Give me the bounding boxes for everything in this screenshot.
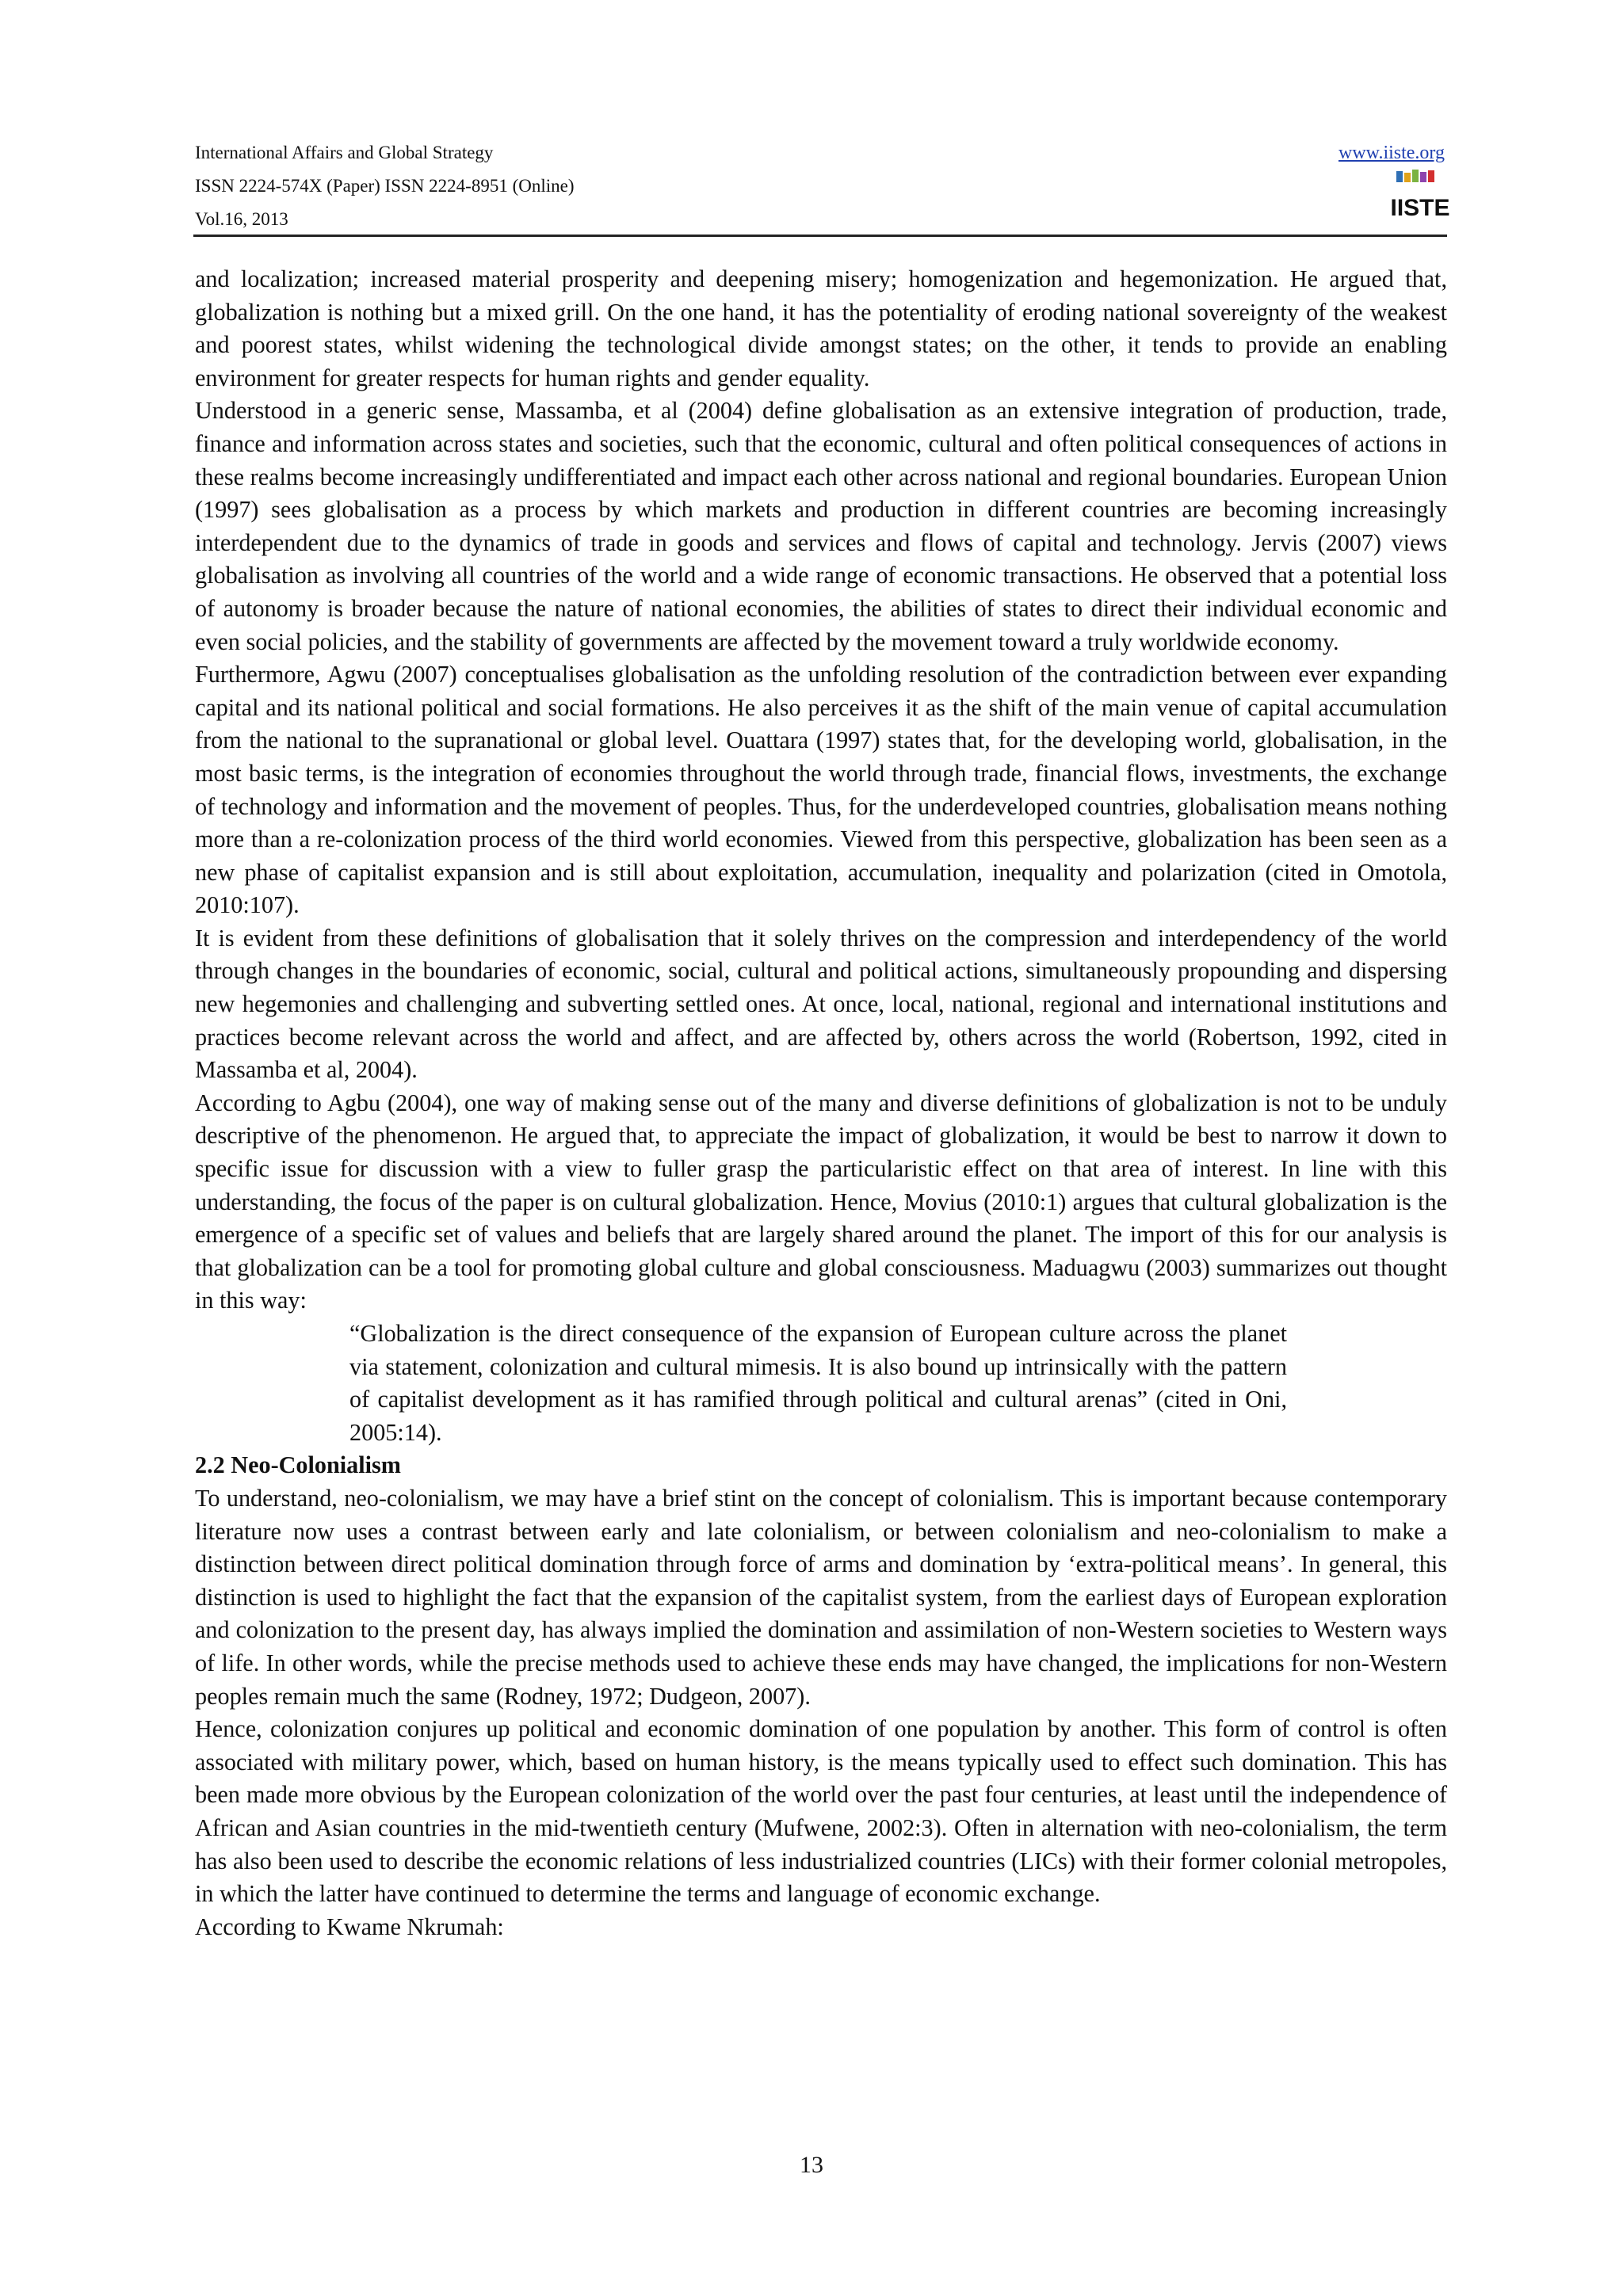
section-heading: 2.2 Neo-Colonialism [195,1451,401,1479]
body-paragraph: Furthermore, Agwu (2007) conceptualises globalisation as the unfolding resolution of the contradiction between ever expanding capital and its national political and social formations. He also perceives it as the shift of the main venue of capital accumulation from the national to the supranational or global level. Ouattara (1997) states that, for the developing world, globalisation, in the most basic terms, is the integration of economies throughout the world through trade, financial flows, investments, the exchange of technology and information and the movement of peoples. Thus, for the underdeveloped countries, globalisation means nothing more than a re-colonization process of the third world economies. Viewed from this perspective, globalization has been seen as a new phase of capitalist expansion and is still about exploitation, accumulation, inequality and polarization (cited in Omotola, 2010:107). [195,661,1447,919]
iiste-logo [1390,168,1450,225]
header-divider [193,235,1447,237]
body-paragraph: According to Kwame Nkrumah: [195,1913,504,1940]
article-body [195,263,1447,1943]
body-paragraph: Hence, colonization conjures up political and economic domination of one population by another. This form of control is often associated with military power, which, based on human history, is the means typically used to effect such domination. This has been made more obvious by the European colonization of the world over the past four centuries, at least until the independence of African and Asian countries in the mid-twentieth century (Mufwene, 2002:3). Often in alternation with neo-colonialism, the term has also been used to describe the economic relations of less industrialized countries (LICs) with their former colonial metropoles, in which the latter have continued to determine the terms and language of economic exchange. [195,1715,1447,1908]
logo-text: IISTE [1390,195,1450,221]
block-quote: “Globalization is the direct consequence of the expansion of European culture across the planet via statement, colonization and cultural mimesis. It is also bound up intrinsically with the pattern of capitalist development as it has ramified through political and cultural arenas” (cited in Oni, 2005:14). [349,1320,1287,1446]
page-number: 13 [800,2152,823,2178]
body-paragraph: According to Agbu (2004), one way of making sense out of the many and diverse definitions of globalization is not to be unduly descriptive of the phenomenon. He argued that, to appreciate the impact of globalization, it would be best to narrow it down to specific issue for discussion with a view to fuller grasp the particularistic effect on that area of interest. In line with this understanding, the focus of the paper is on cultural globalization. Hence, Movius (2010:1) argues that cultural globalization is the emergence of a specific set of values and beliefs that are largely shared around the planet. The import of this for our analysis is that globalization can be a tool for promoting global culture and global consciousness. Maduagwu (2003) summarizes out thought in this way: [195,1089,1447,1314]
body-paragraph: and localization; increased material prosperity and deepening misery; homogenization and hegemonization. He argued that, globalization is nothing but a mixed grill. On the one hand, it has the potentiality of eroding national sovereignty of the weakest and poorest states, whilst widening the technological divide amongst states; on the other, it tends to provide an enabling environment for greater respects for human rights and gender equality. [195,265,1447,391]
journal-volume: Vol.16, 2013 [195,209,288,229]
body-paragraph: Understood in a generic sense, Massamba, et al (2004) define globalisation as an extensive integration of production, trade, finance and information across states and societies, such that the economic, cultural and often political consequences of actions in these realms become increasingly undifferentiated and impact each other across national and regional boundaries. European Union (1997) sees globalisation as a process by which markets and production in different countries are becoming increasingly interdependent due to the dynamics of trade in goods and services and flows of capital and technology. Jervis (2007) views globalisation as involving all countries of the world and a wide range of economic transactions. He observed that a potential loss of autonomy is broader because the nature of national economies, the abilities of states to direct their individual economic and even social policies, and the stability of governments are affected by the movement toward a truly worldwide economy. [195,397,1447,655]
journal-title: International Affairs and Global Strategy [195,143,494,162]
body-paragraph: It is evident from these definitions of globalisation that it solely thrives on the compression and interdependency of the world through changes in the boundaries of economic, social, cultural and political actions, simultaneously propounding and dispersing new hegemonies and challenging and subverting settled ones. At once, local, national, regional and international institutions and practices become relevant across the world and affect, and are affected by, others across the world (Robertson, 1992, cited in Massamba et al, 2004). [195,924,1447,1084]
journal-header [195,136,575,236]
body-paragraph: To understand, neo-colonialism, we may have a brief stint on the concept of colonialism. This is important because contemporary literature now uses a contrast between early and late colonialism, or between colonialism and neo-colonialism to make a distinction between direct political domination through force of arms and domination by ‘extra-political means’. In general, this distinction is used to highlight the fact that the expansion of the capitalist system, from the earliest days of European exploration and colonization to the present day, has always implied the domination and assimilation of non-Western societies to Western ways of life. In other words, while the precise methods used to achieve these ends may have changed, the implications for non-Western peoples remain much the same (Rodney, 1972; Dudgeon, 2007). [195,1484,1447,1710]
journal-url-link[interactable]: www.iiste.org [1338,143,1445,163]
journal-issn: ISSN 2224-574X (Paper) ISSN 2224-8951 (Online) [195,176,575,196]
